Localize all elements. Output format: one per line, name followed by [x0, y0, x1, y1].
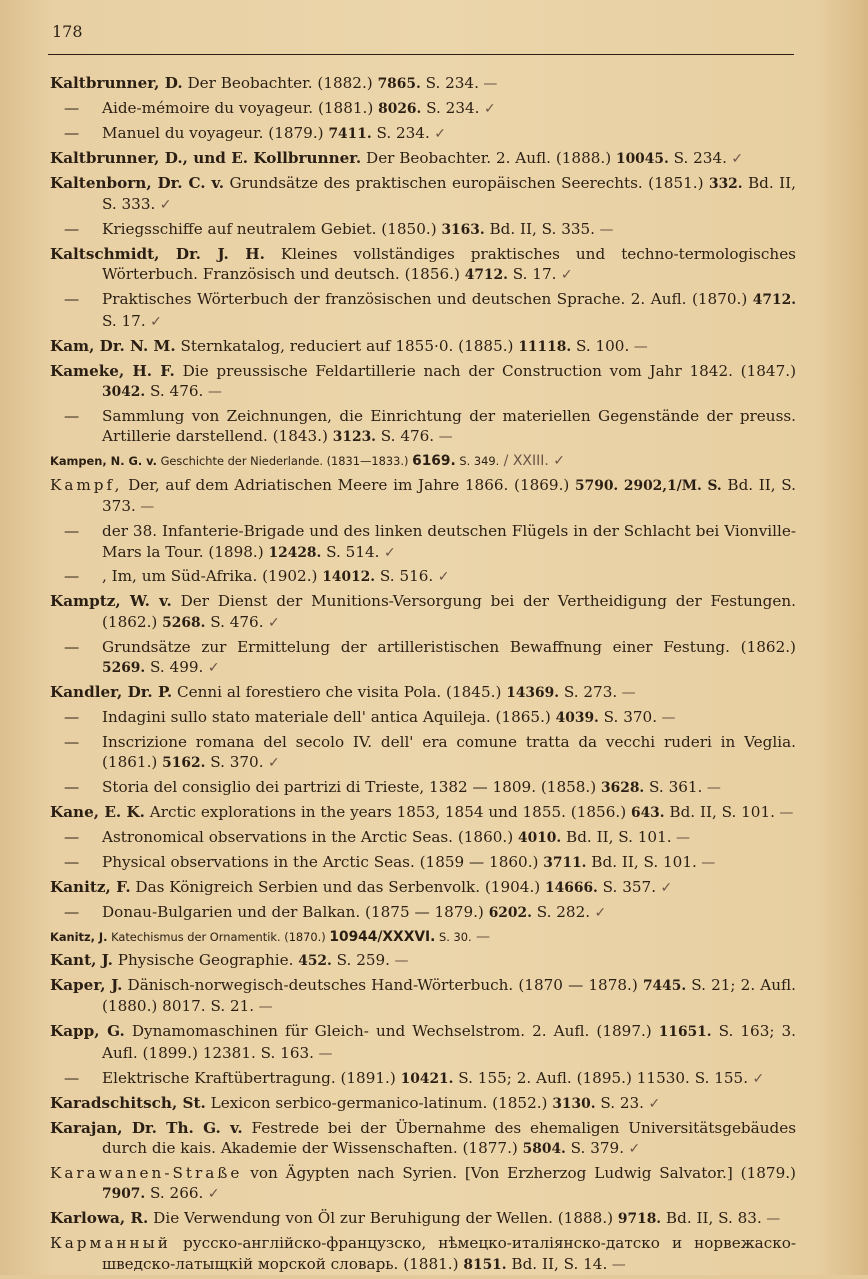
entry-reference: Bd. II, S. 333.: [102, 173, 796, 214]
entry-reference: S. 259.: [331, 951, 391, 970]
entry-catalog-number: 11118.: [518, 338, 572, 355]
index-entry: [50, 475, 796, 518]
handwritten-mark: ✓: [145, 313, 162, 330]
entry-catalog-number: 7411.: [328, 125, 372, 142]
entry-catalog-number: 4712.: [464, 267, 508, 284]
entry-title: Sammlung von Zeichnungen, die Einrichtung der materiellen Gegenstände der preuss. Artillerie darstellend. (1843.): [102, 406, 796, 446]
entry-author: Karajan, Dr. Th. G. v.: [50, 1118, 243, 1137]
entry-title: Elektrische Kraftübertragung. (1891.): [102, 1068, 401, 1087]
handwritten-mark: ✓: [656, 879, 673, 896]
entry-author: Kaltbrunner, D., und E. Kollbrunner.: [50, 148, 362, 167]
index-entry: [50, 361, 796, 403]
entry-author: Kanitz, F.: [50, 877, 131, 896]
entry-author: Kane, E. K.: [50, 803, 145, 822]
index-subentry: [50, 289, 796, 332]
handwritten-mark: ✓: [263, 614, 280, 631]
entry-title: Sternkatalog, reduciert auf 1855·0. (1885.): [175, 336, 519, 355]
entry-catalog-number: 4712.: [752, 292, 796, 309]
entry-reference: S. 234.: [668, 148, 727, 167]
entry-reference: S. 282.: [531, 902, 591, 921]
entry-reference: S. 100.: [571, 336, 630, 355]
index-entry: [50, 591, 796, 633]
entry-reference: S. 370.: [205, 753, 264, 772]
index-subentry: [50, 902, 796, 924]
entry-author: Kampf,: [50, 475, 123, 494]
handwritten-mark: —: [607, 1256, 626, 1273]
entry-author: Karadschitsch, St.: [50, 1093, 206, 1112]
entry-reference: S. 514.: [321, 542, 380, 561]
handwritten-mark: —: [617, 685, 636, 702]
index-entry: [50, 1208, 796, 1230]
handwritten-mark: / XXIII. ✓: [499, 453, 566, 470]
entry-reference: S. 273.: [559, 683, 618, 702]
index-entry: [50, 148, 796, 170]
entry-title: Der, auf dem Adriatischen Meere im Jahre 1866. (1869.): [122, 475, 576, 494]
entry-reference: Bd. II, S. 101.: [586, 852, 697, 871]
handwritten-mark: ✓: [379, 544, 396, 561]
entry-dash: —: [64, 708, 80, 727]
entry-reference: S. 30.: [435, 929, 472, 944]
handwritten-mark: —: [203, 384, 222, 401]
entry-catalog-number: 8026.: [378, 100, 422, 117]
handwritten-mark: ✓: [429, 125, 446, 142]
index-entry: [50, 877, 796, 899]
entry-catalog-number: 3130.: [552, 1095, 596, 1112]
entry-title: von Ägypten nach Syrien. [Von Erzherzog Ludwig Salvator.] (1879.): [242, 1163, 796, 1182]
entry-reference: Bd. II, S. 101.: [561, 828, 672, 847]
index-subentry: [50, 406, 796, 448]
entry-catalog-number: 12428.: [268, 544, 322, 561]
entry-title: der 38. Infanterie-Brigade und des linken deutschen Flügels in der Schlacht bei Vionville-Mars la Tour. (1898.): [102, 522, 796, 561]
entry-title: , Im, um Süd-Afrika. (1902.): [102, 567, 323, 586]
entry-author: Kameke, H. F.: [50, 361, 175, 380]
entry-title: Inscrizione romana del secolo IV. dell' era comune tratta da vecchi ruderi in Veglia. (1861.): [102, 732, 796, 772]
entry-reference: S. 357.: [597, 877, 657, 896]
entry-author: Карманный: [50, 1234, 171, 1253]
entry-catalog-number: 11651.: [658, 1024, 712, 1041]
entry-reference: Bd. II, S. 373.: [102, 475, 796, 516]
page-number: 178: [52, 22, 83, 41]
index-entry: [50, 1233, 796, 1275]
entry-catalog-number: 643.: [630, 805, 665, 822]
entry-reference: S. 476.: [145, 382, 204, 401]
entry-title: Cenni al forestiero che visita Pola. (1845.): [172, 683, 507, 702]
entry-reference: S. 234.: [421, 98, 480, 117]
entry-catalog-number: 4039.: [555, 710, 599, 727]
index-entry: [50, 336, 796, 358]
entry-dash: —: [64, 522, 80, 541]
index-entry: [50, 1093, 796, 1115]
entry-title: Grundsätze zur Ermittelung der artilleristischen Bewaffnung einer Festung. (1862.): [102, 637, 796, 656]
entry-title: Aide-mémoire du voyageur. (1881.): [102, 98, 379, 117]
handwritten-mark: —: [657, 710, 676, 727]
entry-title: Astronomical observations in the Arctic Seas. (1860.): [102, 828, 518, 847]
entry-catalog-number: 3042.: [102, 384, 146, 401]
entry-reference: S. 23.: [595, 1093, 645, 1112]
index-entry: [50, 802, 796, 824]
entry-title: Arctic explorations in the years 1853, 1854 und 1855. (1856.): [144, 803, 631, 822]
entry-title: Lexicon serbico-germanico-latinum. (1852.): [205, 1093, 553, 1112]
entry-title: русско-англійско-французско, нѣмецко-италіянско-датско и норвежаско-шведско-латыщкій морской словарь. (1881.): [102, 1234, 796, 1273]
handwritten-mark: —: [314, 1045, 333, 1062]
entry-catalog-number: 7907.: [102, 1186, 146, 1203]
index-subentry: [50, 827, 796, 849]
entry-author: Kaper, J.: [50, 975, 123, 994]
index-subentry: [50, 732, 796, 774]
index-entries: [50, 73, 796, 1279]
entry-title: Storia del consiglio dei partrizi di Trieste, 1382 — 1809. (1858.): [102, 778, 602, 797]
entry-title: Physical observations in the Arctic Seas. (1859 — 1860.): [102, 852, 544, 871]
entry-title: Grundsätze des praktischen europäischen Seerechts. (1851.): [224, 173, 709, 192]
entry-title: Die preussische Feldartillerie nach der Construction vom Jahr 1842. (1847.): [174, 361, 797, 380]
entry-catalog-number: 3123.: [332, 429, 376, 446]
entry-title: Festrede bei der Übernahme des ehemaligen Universitätsgebäudes durch die kais. Akademie der Wissenschaften. (1877.): [102, 1118, 796, 1157]
entry-catalog-number: 14666.: [545, 879, 598, 896]
entry-reference: S. 379.: [565, 1139, 625, 1157]
handwritten-mark: ✓: [203, 660, 220, 677]
handwritten-mark: —: [671, 830, 691, 847]
index-subentry: [50, 637, 796, 679]
index-entry: [50, 73, 796, 95]
handwritten-mark: —: [135, 499, 155, 516]
entry-dash: —: [64, 290, 80, 309]
index-subentry: [50, 777, 796, 799]
entry-author: Karawanen-Straße: [50, 1163, 243, 1182]
entry-title: Der Dienst der Munitions-Versorgung bei der Vertheidigung der Festungen. (1862.): [102, 592, 796, 631]
entry-catalog-number: 14012.: [322, 569, 376, 586]
index-entry: [50, 950, 796, 972]
entry-title: Dynamomaschinen für Gleich- und Wechselstrom. 2. Aufl. (1897.): [124, 1022, 659, 1041]
entry-dash: —: [64, 902, 80, 921]
entry-title: Kleines vollständiges praktisches und techno-termologisches Wörterbuch. Französisch und deutsch. (1856.): [102, 244, 796, 284]
entry-catalog-number: 7865.: [377, 76, 421, 92]
index-subentry: [50, 98, 796, 120]
handwritten-mark: ✓: [556, 267, 573, 284]
entry-dash: —: [64, 1068, 80, 1087]
entry-title: Indagini sullo stato materiale dell' antica Aquileja. (1865.): [102, 708, 556, 727]
handwritten-mark: ✓: [203, 1186, 220, 1203]
entry-dash: —: [64, 732, 80, 751]
handwritten-mark: —: [595, 221, 614, 238]
entry-author: Kaltbrunner, D.: [50, 74, 183, 92]
handwritten-mark: —: [471, 928, 491, 945]
index-subentry: [50, 852, 796, 874]
handwritten-mark: —: [478, 76, 498, 92]
entry-catalog-number: 5162.: [162, 755, 206, 772]
index-entry: [50, 1118, 796, 1160]
entry-author: Kam, Dr. N. M.: [50, 336, 176, 355]
entry-reference: S. 516.: [375, 567, 434, 586]
index-entry: [50, 682, 796, 704]
handwritten-mark: —: [761, 1211, 781, 1228]
entry-catalog-number: 5269.: [102, 660, 146, 677]
entry-reference: Bd. II, S. 101.: [664, 803, 775, 822]
entry-catalog-number: 4010.: [518, 830, 562, 847]
index-subentry: [50, 123, 796, 145]
entry-catalog-number: 14369.: [506, 685, 560, 702]
index-subentry: [50, 1068, 796, 1090]
entry-author: Kanitz, J.: [50, 929, 108, 944]
index-entry: [50, 244, 796, 286]
entry-dash: —: [64, 406, 80, 425]
index-entry: [50, 173, 796, 216]
index-entry: [50, 927, 796, 947]
handwritten-mark: —: [774, 805, 794, 822]
entry-catalog-number: 7445.: [642, 977, 687, 994]
handwritten-mark: —: [434, 429, 453, 446]
entry-title: Physische Geographie.: [112, 951, 299, 970]
entry-title: Manuel du voyageur. (1879.): [102, 123, 329, 142]
entry-reference: S. 361.: [644, 778, 703, 797]
entry-reference: S. 234.: [420, 74, 479, 92]
entry-catalog-number: 8151.: [463, 1256, 507, 1273]
entry-title: Der Beobachter. 2. Aufl. (1888.): [361, 148, 616, 167]
entry-dash: —: [64, 852, 80, 871]
entry-catalog-number: 3711.: [543, 854, 587, 871]
entry-reference: S. 17.: [102, 311, 146, 330]
handwritten-mark: —: [254, 999, 273, 1016]
header-rule: [48, 54, 794, 55]
entry-catalog-number: 3628.: [601, 780, 645, 797]
entry-title: Donau-Bulgarien und der Balkan. (1875 — 1879.): [102, 902, 489, 921]
entry-title: Kriegsschiffe auf neutralem Gebiet. (1850.): [102, 219, 442, 238]
entry-reference: S. 155; 2. Aufl. (1895.) 11530. S. 155.: [453, 1068, 749, 1087]
entry-dash: —: [64, 98, 80, 117]
entry-catalog-number: 5790. 2902,1/M. S.: [575, 477, 722, 494]
entry-author: Kapp, G.: [50, 1022, 125, 1041]
index-entry: [50, 451, 796, 471]
handwritten-mark: ✓: [263, 755, 280, 772]
entry-reference: S. 21; 2. Aufl. (1880.) 8017. S. 21.: [102, 975, 797, 1016]
entry-catalog-number: 10045.: [615, 150, 669, 167]
entry-catalog-number: 10421.: [400, 1070, 454, 1087]
handwritten-mark: ✓: [726, 150, 744, 167]
entry-reference: S. 163; 3. Aufl. (1899.) 12381. S. 163.: [102, 1022, 796, 1062]
index-subentry: [50, 219, 796, 241]
entry-author: Kant, J.: [50, 951, 113, 970]
handwritten-mark: ✓: [624, 1141, 641, 1157]
entry-dash: —: [64, 123, 80, 142]
entry-title: Katechismus der Ornamentik. (1870.): [107, 929, 330, 944]
entry-reference: S. 499.: [145, 658, 204, 677]
entry-catalog-number: 5804.: [522, 1141, 566, 1157]
handwritten-mark: ✓: [590, 904, 607, 921]
handwritten-mark: —: [390, 953, 409, 970]
entry-dash: —: [64, 828, 80, 847]
handwritten-mark: ✓: [433, 569, 450, 586]
entry-reference: Bd. II, S. 14.: [506, 1254, 608, 1273]
entry-dash: —: [64, 778, 80, 797]
entry-title: Das Königreich Serbien und das Serbenvolk. (1904.): [130, 877, 546, 896]
entry-author: Kaltenborn, Dr. C. v.: [50, 173, 225, 192]
entry-reference: S. 234.: [371, 123, 430, 142]
index-subentry: [50, 707, 796, 729]
index-subentry: [50, 566, 796, 588]
entry-catalog-number: 452.: [298, 953, 332, 970]
entry-reference: Bd. II, S. 335.: [484, 219, 596, 238]
entry-dash: —: [64, 637, 80, 656]
entry-title: Geschichte der Niederlande. (1831—1833.): [156, 454, 413, 469]
entry-catalog-number: 6169.: [412, 453, 456, 470]
entry-reference: S. 476.: [205, 612, 264, 631]
index-subentry: [50, 521, 796, 563]
handwritten-mark: ✓: [155, 197, 172, 214]
index-entry: [50, 975, 796, 1018]
entry-author: Karlowa, R.: [50, 1209, 149, 1228]
entry-catalog-number: 10944/XXXVI.: [329, 928, 436, 945]
handwritten-mark: —: [696, 854, 716, 871]
handwritten-mark: ✓: [644, 1095, 661, 1112]
entry-catalog-number: 332.: [708, 175, 743, 192]
handwritten-mark: —: [629, 338, 648, 355]
entry-author: Kaltschmidt, Dr. J. H.: [50, 244, 265, 263]
entry-reference: S. 17.: [507, 265, 557, 284]
entry-catalog-number: 6202.: [488, 904, 532, 921]
index-entry: [50, 1163, 796, 1205]
entry-author: Kamptz, W. v.: [50, 592, 172, 611]
entry-reference: Bd. II, S. 83.: [661, 1209, 762, 1228]
entry-author: Kampen, N. G. v.: [50, 454, 157, 469]
entry-catalog-number: 5268.: [162, 614, 206, 631]
entry-catalog-number: 3163.: [441, 221, 485, 238]
entry-dash: —: [64, 567, 80, 586]
entry-reference: S. 476.: [375, 427, 435, 446]
entry-title: Der Beobachter. (1882.): [182, 74, 378, 92]
entry-title: Die Verwendung von Öl zur Beruhigung der Wellen. (1888.): [148, 1209, 618, 1228]
entry-catalog-number: 9718.: [617, 1211, 662, 1228]
entry-author: Kandler, Dr. P.: [50, 683, 173, 702]
entry-dash: —: [64, 219, 80, 238]
entry-title: Praktisches Wörterbuch der französischen und deutschen Sprache. 2. Aufl. (1870.): [102, 290, 753, 309]
index-entry: [50, 1021, 796, 1064]
handwritten-mark: ✓: [748, 1070, 765, 1087]
handwritten-mark: —: [702, 780, 721, 797]
entry-reference: S. 266.: [145, 1184, 204, 1203]
handwritten-mark: ✓: [479, 100, 496, 117]
entry-title: Dänisch-norwegisch-deutsches Hand-Wörterbuch. (1870 — 1878.): [122, 975, 643, 994]
entry-reference: S. 370.: [598, 708, 658, 727]
entry-reference: S. 349.: [455, 454, 500, 469]
